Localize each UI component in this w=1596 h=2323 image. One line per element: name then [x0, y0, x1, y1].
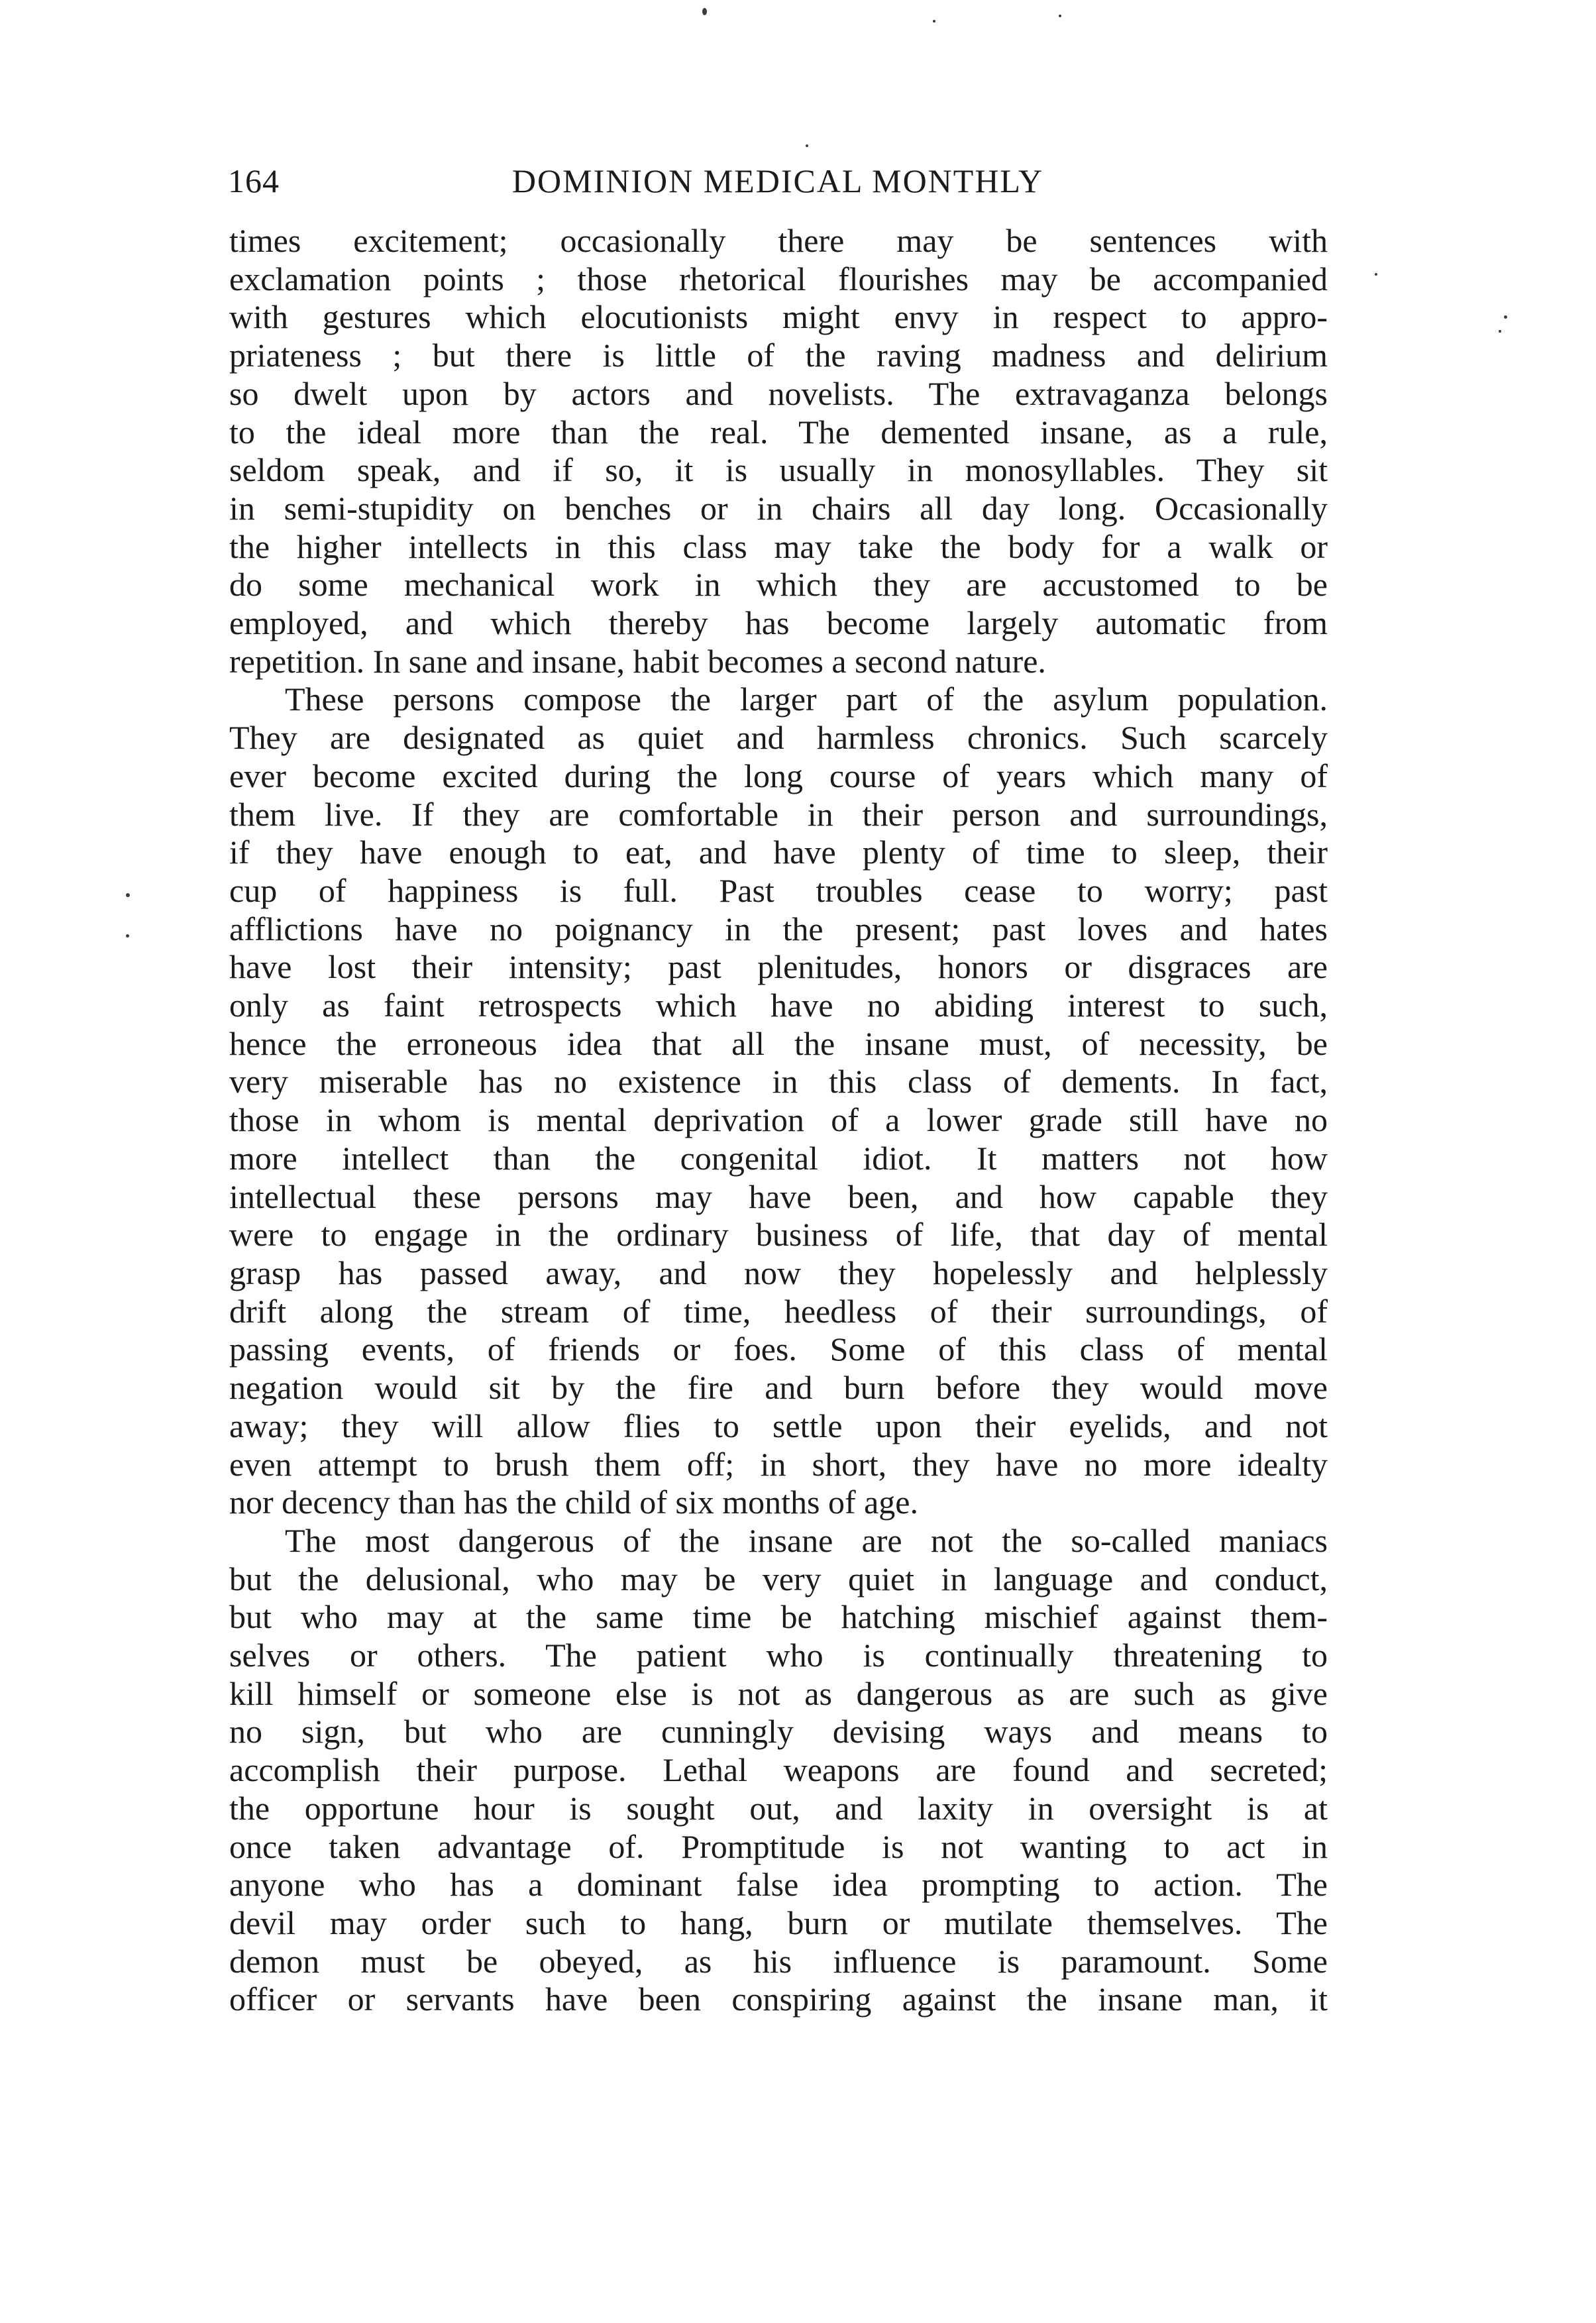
- text-line: so dwelt upon by actors and novelists. The extravaganza belongs: [229, 374, 1328, 412]
- text-line: away; they will allow flies to settle upon their eyelids, and not: [229, 1407, 1328, 1444]
- text-line: times excitement; occasionally there may be sentences with: [229, 222, 1328, 259]
- text-line: demon must be obeyed, as his influence is paramount. Some: [229, 1942, 1328, 1980]
- paragraph: [229, 1522, 1328, 2019]
- text-line: officer or servants have been conspiring against the insane man, it: [229, 1980, 1328, 2018]
- text-line: kill himself or someone else is not as dangerous as are such as give: [229, 1674, 1328, 1712]
- scan-speck: [806, 144, 808, 147]
- page-header: [228, 158, 1328, 204]
- text-line: nor decency than has the child of six months of age.: [229, 1484, 918, 1521]
- paragraph: [229, 222, 1328, 680]
- text-line: very miserable has no existence in this class of dements. In fact,: [229, 1063, 1328, 1101]
- text-line: priateness ; but there is little of the raving madness and delirium: [229, 337, 1328, 374]
- text-line: in semi-stupidity on benches or in chairs all day long. Occasionally: [229, 489, 1328, 527]
- text-line: passing events, of friends or foes. Some of this class of mental: [229, 1330, 1328, 1368]
- text-line: These persons compose the larger part of the asylum population.: [285, 680, 1328, 718]
- body-text: [229, 222, 1328, 2236]
- text-line: no sign, but who are cunningly devising ways and means to: [229, 1713, 1328, 1751]
- text-line: seldom speak, and if so, it is usually in monosyllables. They sit: [229, 451, 1328, 489]
- scan-speck: [702, 8, 707, 15]
- text-line: have lost their intensity; past plenitudes, honors or disgraces are: [229, 948, 1328, 986]
- text-line: afflictions have no poignancy in the present; past loves and hates: [229, 910, 1328, 947]
- text-line: negation would sit by the fire and burn before they would move: [229, 1369, 1328, 1407]
- text-line: those in whom is mental deprivation of a lower grade still have no: [229, 1101, 1328, 1139]
- scan-speck: [126, 934, 129, 938]
- text-line: exclamation points ; those rhetorical flourishes may be accompanied: [229, 260, 1328, 297]
- text-line: The most dangerous of the insane are not the so-called maniacs: [285, 1521, 1328, 1559]
- scan-speck: [1059, 15, 1061, 17]
- scan-speck: [126, 893, 130, 897]
- scan-speck: [1499, 330, 1501, 333]
- text-line: hence the erroneous idea that all the insane must, of necessity, be: [229, 1024, 1328, 1062]
- text-line: cup of happiness is full. Past troubles cease to worry; past: [229, 871, 1328, 909]
- running-head: DOMINION MEDICAL MONTHLY: [511, 162, 1044, 199]
- text-line: They are designated as quiet and harmless chronics. Such scarcely: [229, 719, 1328, 757]
- text-line: but who may at the same time be hatching mischief against them-: [229, 1598, 1328, 1636]
- text-line: grasp has passed away, and now they hopelessly and helplessly: [229, 1254, 1328, 1291]
- text-line: employed, and which thereby has become largely automatic from: [229, 604, 1328, 642]
- scan-speck: [933, 20, 935, 23]
- text-line: even attempt to brush them off; in short, they have no more idealty: [229, 1445, 1328, 1483]
- text-line: devil may order such to hang, burn or mutilate themselves. The: [229, 1904, 1328, 1941]
- text-line: ever become excited during the long course of years which many of: [229, 757, 1328, 794]
- text-line: were to engage in the ordinary business of life, that day of mental: [229, 1216, 1328, 1254]
- text-line: do some mechanical work in which they are accustomed to be: [229, 566, 1328, 604]
- text-line: them live. If they are comfortable in their person and surroundings,: [229, 795, 1328, 833]
- scan-speck: [1504, 315, 1507, 319]
- text-line: only as faint retrospects which have no abiding interest to such,: [229, 987, 1328, 1024]
- text-line: accomplish their purpose. Lethal weapons are found and secreted;: [229, 1751, 1328, 1789]
- text-line: the opportune hour is sought out, and laxity in oversight is at: [229, 1789, 1328, 1827]
- text-line: the higher intellects in this class may take the body for a walk or: [229, 527, 1328, 565]
- text-line: drift along the stream of time, heedless of their surroundings, of: [229, 1292, 1328, 1330]
- text-line: but the delusional, who may be very quiet in language and conduct,: [229, 1560, 1328, 1597]
- text-line: if they have enough to eat, and have plenty of time to sleep, their: [229, 834, 1328, 871]
- text-line: repetition. In sane and insane, habit becomes a second nature.: [229, 642, 1046, 680]
- text-line: selves or others. The patient who is continually threatening to: [229, 1637, 1328, 1674]
- scan-speck: [1375, 273, 1377, 276]
- text-line: with gestures which elocutionists might envy in respect to appro-: [229, 298, 1328, 336]
- paragraph: [229, 680, 1328, 1521]
- text-line: to the ideal more than the real. The demented insane, as a rule,: [229, 413, 1328, 451]
- text-line: more intellect than the congenital idiot. It matters not how: [229, 1139, 1328, 1177]
- text-line: once taken advantage of. Promptitude is not wanting to act in: [229, 1827, 1328, 1865]
- text-line: intellectual these persons may have been, and how capable they: [229, 1177, 1328, 1215]
- text-line: anyone who has a dominant false idea prompting to action. The: [229, 1866, 1328, 1904]
- page-number: 164: [228, 162, 280, 199]
